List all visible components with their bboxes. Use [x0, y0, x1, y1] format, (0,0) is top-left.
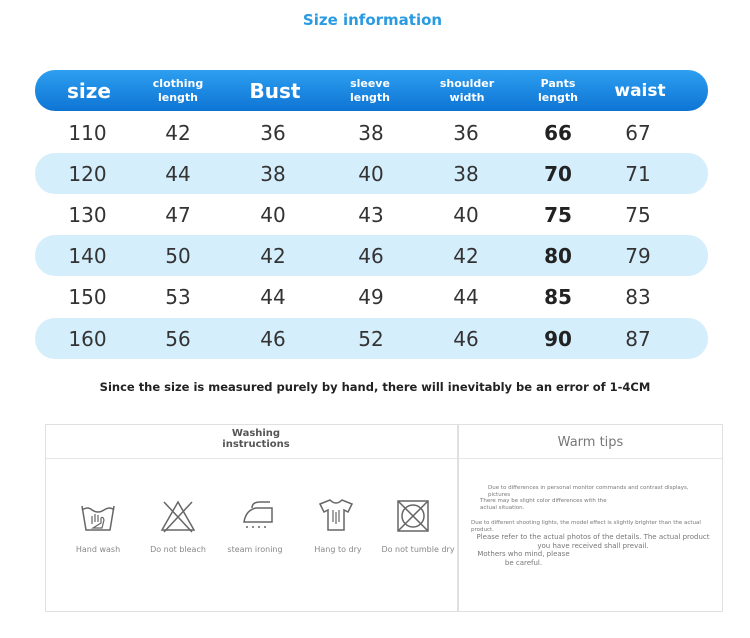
tip-line: Please refer to the actual photos of the details. The actual product you have received shall prevail.	[476, 533, 710, 550]
cell-sleeve-length: 52	[358, 326, 384, 351]
table-row	[35, 276, 708, 317]
header-clothing-length: clothing length	[152, 76, 204, 104]
cell-size: 150	[68, 284, 107, 309]
table-row	[35, 153, 708, 194]
hang-to-dry-icon	[316, 496, 356, 536]
table-row	[35, 235, 708, 276]
cell-size: 140	[68, 243, 107, 268]
tip-line: Due to differences in personal monitor commands and contrast displays, pictures	[488, 485, 689, 498]
cell-clothing-length: 53	[165, 284, 191, 309]
cell-waist: 79	[625, 243, 651, 268]
hang-to-dry-label: Hang to dry	[314, 545, 362, 554]
header-shoulder-width: shoulder width	[439, 76, 495, 104]
table-row	[35, 194, 708, 235]
cell-sleeve-length: 43	[358, 202, 384, 227]
cell-size: 160	[68, 326, 107, 351]
do-not-bleach-label: Do not bleach	[150, 545, 206, 554]
cell-shoulder-width: 38	[453, 161, 479, 186]
do-not-bleach-icon	[158, 496, 198, 536]
header-waist: waist	[614, 80, 666, 101]
hand-wash-label: Hand wash	[75, 545, 121, 554]
hand-wash-icon	[78, 496, 118, 536]
cell-shoulder-width: 46	[453, 326, 479, 351]
washing-panel-header	[46, 425, 457, 459]
header-bust: Bust	[249, 78, 301, 103]
cell-pants-length: 80	[544, 243, 572, 268]
do-not-tumble-dry-label: Do not tumble dry	[381, 545, 455, 554]
tip-line: There may be slight color differences with the actual situation.	[480, 498, 607, 511]
cell-bust: 46	[260, 326, 286, 351]
header-size: size	[67, 78, 111, 103]
cell-sleeve-length: 46	[358, 243, 384, 268]
cell-pants-length: 85	[544, 284, 572, 309]
cell-pants-length: 90	[544, 326, 572, 351]
cell-bust: 42	[260, 243, 286, 268]
cell-size: 130	[68, 202, 107, 227]
measurement-note: Since the size is measured purely by hand, there will inevitably be an error of 1-4CM	[99, 380, 651, 394]
cell-size: 110	[68, 120, 107, 145]
cell-bust: 36	[260, 120, 286, 145]
tips-panel	[458, 424, 723, 612]
cell-sleeve-length: 49	[358, 284, 384, 309]
cell-shoulder-width: 36	[453, 120, 479, 145]
steam-iron-label: steam ironing	[227, 545, 283, 554]
cell-waist: 87	[625, 326, 651, 351]
cell-shoulder-width: 40	[453, 202, 479, 227]
cell-pants-length: 66	[544, 120, 572, 145]
cell-clothing-length: 50	[165, 243, 191, 268]
cell-clothing-length: 56	[165, 326, 191, 351]
cell-bust: 44	[260, 284, 286, 309]
cell-waist: 83	[625, 284, 651, 309]
cell-waist: 67	[625, 120, 651, 145]
cell-clothing-length: 42	[165, 120, 191, 145]
cell-shoulder-width: 44	[453, 284, 479, 309]
do-not-tumble-dry-icon	[393, 496, 433, 536]
tip-line: Due to different shooting lights, the model effect is slightly brighter than the actual product.	[471, 520, 701, 533]
steam-iron-icon	[238, 496, 278, 536]
washing-title: Washing instructions	[222, 428, 290, 450]
page-title: Size information	[302, 11, 443, 29]
cell-pants-length: 70	[544, 161, 572, 186]
cell-bust: 40	[260, 202, 286, 227]
table-row	[35, 112, 708, 153]
cell-waist: 75	[625, 202, 651, 227]
cell-size: 120	[68, 161, 107, 186]
cell-pants-length: 75	[544, 202, 572, 227]
tips-panel-header	[459, 425, 722, 459]
header-pants-length: Pants length	[537, 76, 579, 104]
cell-bust: 38	[260, 161, 286, 186]
tip-line: Mothers who mind, please be careful.	[477, 550, 570, 567]
table-row	[35, 318, 708, 359]
tips-title: Warm tips	[557, 435, 624, 450]
cell-waist: 71	[625, 161, 651, 186]
cell-sleeve-length: 40	[358, 161, 384, 186]
cell-clothing-length: 47	[165, 202, 191, 227]
cell-shoulder-width: 42	[453, 243, 479, 268]
cell-sleeve-length: 38	[358, 120, 384, 145]
header-sleeve-length: sleeve length	[349, 76, 391, 104]
cell-clothing-length: 44	[165, 161, 191, 186]
size-table-header	[35, 70, 708, 111]
